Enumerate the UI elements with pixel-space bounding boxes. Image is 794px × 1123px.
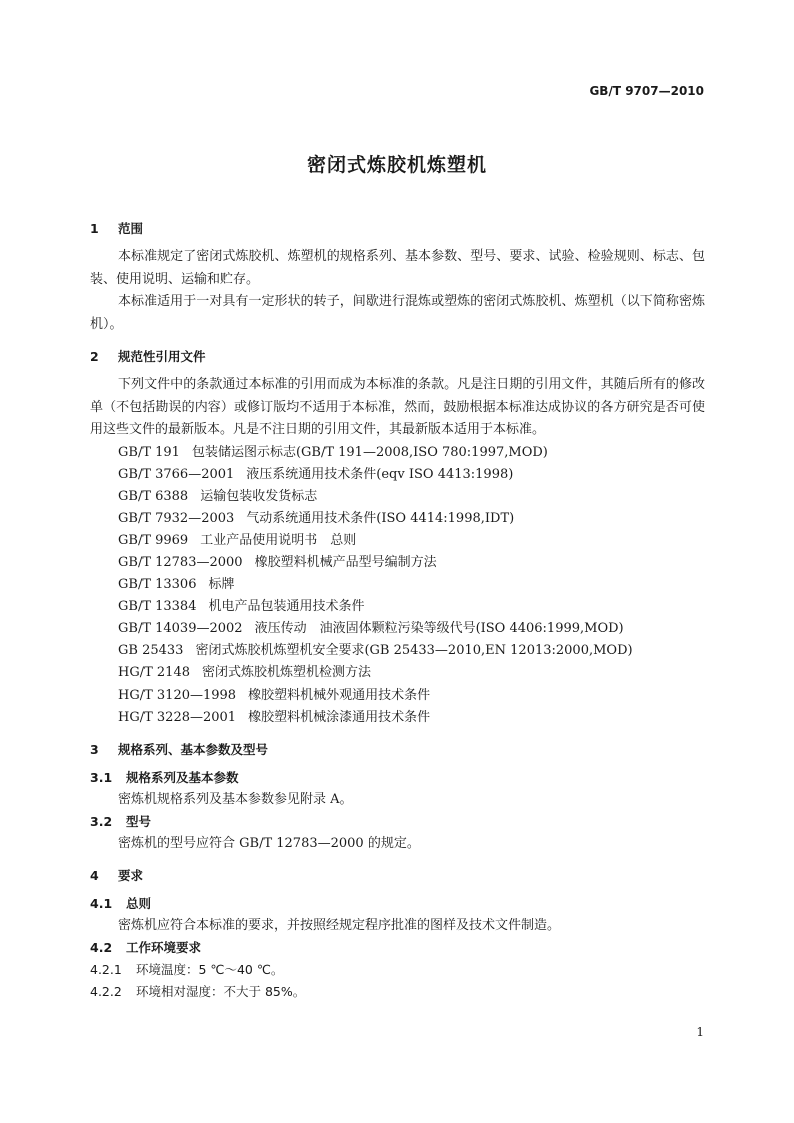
reference-item: GB/T 7932—2003 气动系统通用技术条件(ISO 4414:1998,IDT) bbox=[118, 510, 515, 526]
subsection-text: 密炼机规格系列及基本参数参见附录 A。 bbox=[118, 791, 353, 807]
section-title: 范围 bbox=[118, 221, 144, 236]
document-title: 密闭式炼胶机炼塑机 bbox=[306, 154, 487, 176]
reference-item: GB/T 12783—2000 橡胶塑料机械产品型号编制方法 bbox=[118, 554, 437, 570]
subsection-text: 密炼机的型号应符合 GB/T 12783—2000 的规定。 bbox=[118, 835, 420, 851]
section-number: 2 bbox=[90, 349, 99, 364]
document-body bbox=[90, 218, 705, 1003]
subsection-heading: 3.2 型号 bbox=[90, 813, 152, 829]
section-heading-scope bbox=[90, 218, 705, 240]
section-number: 3 bbox=[90, 741, 99, 757]
subsection-heading: 4.2 工作环境要求 bbox=[90, 939, 202, 955]
reference-list bbox=[90, 442, 705, 729]
reference-item: GB/T 14039—2002 液压传动 油液固体颗粒污染等级代号(ISO 4406:1999,MOD) bbox=[118, 621, 624, 637]
reference-item: GB/T 3766—2001 液压系统通用技术条件(eqv ISO 4413:1998) bbox=[118, 466, 514, 482]
subsection-heading: 4.1 总则 bbox=[90, 895, 152, 911]
reference-item: HG/T 3228—2001 橡胶塑料机械涂漆通用技术条件 bbox=[118, 709, 431, 725]
paragraph: 下列文件中的条款通过本标准的引用而成为本标准的条款。凡是注日期的引用文件，其随后所有的修改单（不包括勘误的内容）或修订版均不适用于本标准，然而，鼓励根据本标准达成协议的各方研究是否可使用这些文件的最新版本。凡是不注日期的引用文件，其最新版本适用于本标准。 bbox=[90, 377, 705, 437]
reference-item: GB/T 191 包装储运图示标志(GB/T 191—2008,ISO 780:1997,MOD) bbox=[118, 444, 548, 460]
reference-item: HG/T 3120—1998 橡胶塑料机械外观通用技术条件 bbox=[118, 687, 431, 703]
reference-item: GB/T 6388 运输包装收发货标志 bbox=[118, 488, 318, 504]
reference-item: GB 25433 密闭式炼胶机炼塑机安全要求(GB 25433—2010,EN 12013:2000,MOD) bbox=[118, 643, 633, 659]
reference-item: GB/T 13384 机电产品包装通用技术条件 bbox=[118, 599, 365, 615]
subsection-heading: 3.1 规格系列及基本参数 bbox=[90, 769, 239, 785]
paragraph: 本标准规定了密闭式炼胶机、炼塑机的规格系列、基本参数、型号、要求、试验、检验规则、标志、包装、使用说明、运输和贮存。 bbox=[90, 249, 705, 287]
section-title: 要求 bbox=[118, 867, 144, 883]
section-heading-requirements bbox=[90, 865, 705, 887]
section-heading-specifications bbox=[90, 739, 705, 761]
section-number: 4 bbox=[90, 867, 99, 883]
section-number: 1 bbox=[90, 221, 99, 236]
section-title: 规格系列、基本参数及型号 bbox=[118, 741, 269, 757]
reference-item: HG/T 2148 密闭式炼胶机炼塑机检测方法 bbox=[118, 665, 372, 681]
subsection-text: 密炼机应符合本标准的要求，并按照经规定程序批准的图样及技术文件制造。 bbox=[118, 917, 561, 933]
standard-number: GB/T 9707—2010 bbox=[589, 84, 704, 98]
page-number: 1 bbox=[696, 1025, 704, 1039]
clause: 4.2.1 环境温度：5 ℃～40 ℃。 bbox=[90, 961, 284, 977]
reference-item: GB/T 13306 标牌 bbox=[118, 577, 235, 593]
paragraph: 本标准适用于一对具有一定形状的转子，间歇进行混炼或塑炼的密闭式炼胶机、炼塑机（以下简称密炼机）。 bbox=[90, 294, 705, 332]
section-title: 规范性引用文件 bbox=[118, 349, 206, 364]
reference-item: GB/T 9969 工业产品使用说明书 总则 bbox=[118, 532, 357, 548]
section-heading-normative-references bbox=[90, 346, 705, 368]
clause: 4.2.2 环境相对湿度：不大于 85%。 bbox=[90, 983, 306, 999]
